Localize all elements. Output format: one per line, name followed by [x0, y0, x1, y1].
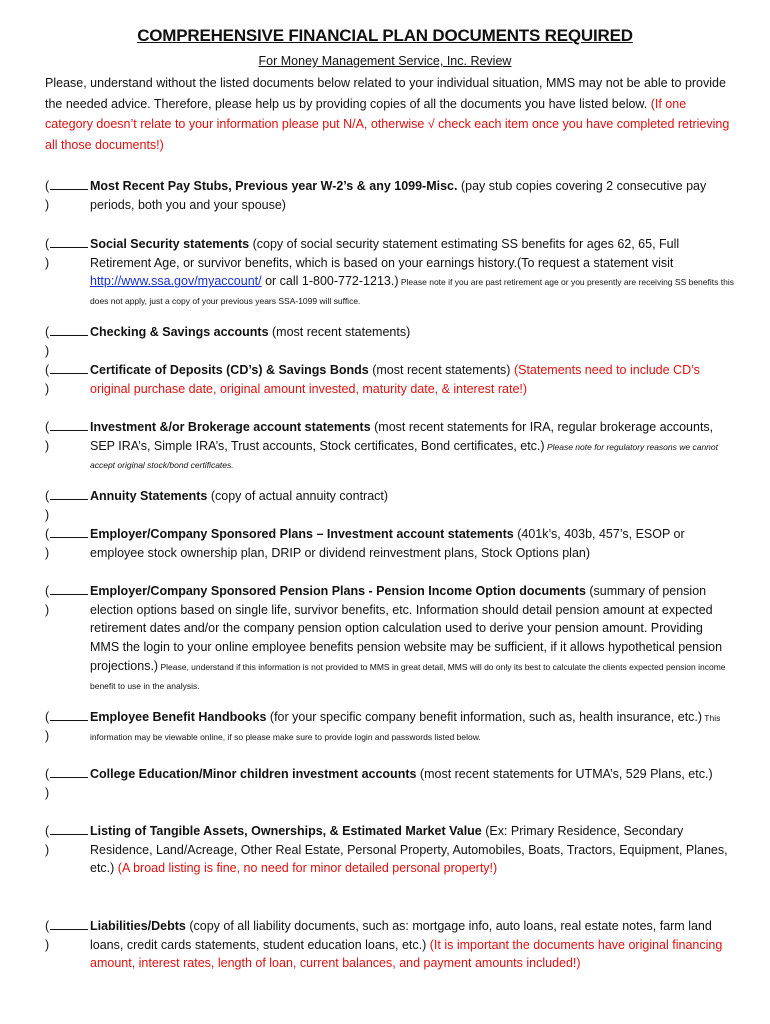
item-description: (most recent statements for IRA, regular brokerage accounts, SEP IRA’s, Simple IRA’s, Trust accounts, Stock certificates, Bond certificates, etc.): [90, 420, 714, 453]
item-label: Investment &/or Brokerage account statements: [90, 420, 371, 434]
item-description-cont: or call 1-800-772-1213.): [261, 274, 399, 289]
item-description: (copy of social security statement estimating SS benefits for ages 62, 65, Full Retirement Age, or survivor benefits, which is based on your earnings history.(To request a statement visit: [90, 237, 680, 270]
checkbox-blank[interactable]: [50, 419, 88, 431]
item-description: (copy of actual annuity contract): [207, 489, 389, 503]
checkbox-blank[interactable]: [50, 362, 88, 374]
checkbox-blank[interactable]: [50, 236, 88, 248]
checklist-item-cds-bonds: () Certificate of Deposits (CD’s) & Savings Bonds (most recent statements) (Statements need to include CD’s original purchase date, original amount invested, maturity date, & interest rate!): [45, 363, 700, 396]
item-label: Social Security statements: [90, 237, 250, 251]
checklist-item-college-education: () College Education/Minor children investment accounts (most recent statements for UTMA’s, 529 Plans, etc.): [45, 767, 713, 800]
item-description: (most recent statements): [368, 363, 514, 377]
item-label: Annuity Statements: [90, 489, 208, 503]
checkbox-blank[interactable]: [50, 823, 88, 835]
item-note: This information may be viewable online, if so please make sure to provide login and passwords listed below.: [90, 713, 721, 742]
checklist-item-checking-savings: () Checking & Savings accounts (most recent statements): [45, 325, 411, 358]
checklist-item-liabilities: () Liabilities/Debts (copy of all liability documents, such as: mortgage info, auto loans, real estate notes, farm land loans, credit cards statements, student education loans, etc.) (It is important the documents have original financing amount, interest rates, length of loan, current balances, and payment amounts included!): [45, 919, 723, 971]
checklist-item-pension-plans: () Employer/Company Sponsored Pension Plans - Pension Income Option documents (summary of pension election options based on single life, survivor benefits, etc. Information should detail pension amount at expected retirement dates and/or the company pension option calculation used to derive your pension amount. Providing MMS the login to your online employee benefits pension website may be sufficient, if it allows hypothetical pension projections.) Please, understand if this information is not provided to MMS in great detail, MMS will do only its best to calculate the clients expected pension income benefit to use in the analysis.: [45, 584, 726, 691]
ssa-link[interactable]: http://www.ssa.gov/myaccount/: [90, 274, 262, 289]
checklist-item-tangible-assets: () Listing of Tangible Assets, Ownerships, & Estimated Market Value (Ex: Primary Residence, Secondary Residence, Land/Acreage, Other Real Estate, Personal Property, Automobiles, Boats, Tractors, Equipment, Planes, etc.) (A broad listing is fine, no need for minor detailed personal property!): [45, 824, 728, 876]
item-note: Please, understand if this information is not provided to MMS in great detail, MMS will do only its best to calculate the clients expected pension income benefit to use in the analysis.: [90, 661, 726, 691]
intro-paragraph: [45, 73, 735, 155]
item-description: (for your specific company benefit information, such as, health insurance, etc.): [266, 710, 703, 724]
page-title: COMPREHENSIVE FINANCIAL PLAN DOCUMENTS REQUIRED: [137, 26, 633, 45]
checklist-item-benefit-handbooks: () Employee Benefit Handbooks (for your specific company benefit information, such as, health insurance, etc.) This information may be viewable online, if so please make sure to provide login and passwords listed below.: [45, 710, 721, 743]
checkbox-blank[interactable]: [50, 526, 88, 538]
item-description: (most recent statements for UTMA’s, 529 Plans, etc.): [416, 767, 713, 781]
item-label: Employee Benefit Handbooks: [90, 710, 267, 724]
checklist-item-employer-investment-plans: () Employer/Company Sponsored Plans – Investment account statements (401k’s, 403b, 457’s, ESOP or employee stock ownership plan, DRIP or dividend reinvestment plans, Stock Options plan): [45, 527, 685, 560]
item-red-note: (A broad listing is fine, no need for minor detailed personal property!): [117, 861, 498, 876]
checkbox-blank[interactable]: [50, 918, 88, 930]
item-label: Liabilities/Debts: [90, 919, 186, 933]
item-description: (401k’s, 403b, 457’s, ESOP or employee stock ownership plan, DRIP or dividend reinvestment plans, Stock Options plan): [90, 527, 685, 560]
item-note: Please note for regulatory reasons we cannot accept original stock/bond certificates.: [90, 441, 718, 471]
item-red-note: (It is important the documents have original financing amount, interest rates, length of loan, current balances, and payment amounts included!): [90, 937, 723, 971]
page-subtitle: For Money Management Service, Inc. Review: [258, 54, 512, 68]
intro-red-note: (If one category doesn’t relate to your information please put N/A, otherwise √ check each item once you have completed retrieving all those documents!): [45, 96, 730, 152]
checklist-item-investment-brokerage: () Investment &/or Brokerage account statements (most recent statements for IRA, regular brokerage accounts, SEP IRA’s, Simple IRA’s, Trust accounts, Stock certificates, Bond certificates, etc.) Please note for regulatory reasons we cannot accept original stock/bond certificates.: [45, 420, 718, 471]
item-label: Checking & Savings accounts: [90, 325, 269, 339]
item-label: Employer/Company Sponsored Plans – Investment account statements: [90, 527, 514, 541]
item-description: (pay stub copies covering 2 consecutive pay periods, both you and your spouse): [90, 179, 707, 212]
item-description: (summary of pension election options based on single life, survivor benefits, etc. Information should detail pension amount at expected retirement dates and/or the company pension option calculation used to derive your pension amount. Providing MMS the login to your online employee benefits pension website may be sufficient, if it allows hypothetical pension projections.): [90, 584, 723, 673]
checkbox-blank[interactable]: [50, 488, 88, 500]
item-label: Most Recent Pay Stubs, Previous year W-2’s & any 1099-Misc.: [90, 179, 458, 193]
item-note: Please note if you are past retirement age or you presently are receiving SS benefits this does not apply, just a copy of your previous years SSA-1099 will suffice.: [90, 277, 734, 307]
item-label: College Education/Minor children investment accounts: [90, 767, 417, 781]
intro-text: Please, understand without the listed documents below related to your individual situation, MMS may not be able to provide the needed advice. Therefore, please help us by providing copies of all the documents you have listed below.: [45, 76, 726, 111]
item-label: Certificate of Deposits (CD’s) & Savings Bonds: [90, 363, 369, 377]
item-description: (Ex: Primary Residence, Secondary Residence, Land/Acreage, Other Real Estate, Personal Property, Automobiles, Boats, Tractors, Equipment, Planes, etc.): [90, 824, 728, 876]
item-description: (most recent statements): [268, 325, 411, 339]
item-red-note: (Statements need to include CD’s original purchase date, original amount invested, maturity date, & interest rate!): [90, 363, 700, 396]
checkbox-blank[interactable]: [50, 766, 88, 778]
checkbox-blank[interactable]: [50, 583, 88, 595]
checklist-item-social-security: () Social Security statements (copy of social security statement estimating SS benefits for ages 62, 65, Full Retirement Age, or survivor benefits, which is based on your earnings history.(To request a statement visit http://www.ssa.gov/myaccount/ or call 1-800-772-1213.) Please note if you are past retirement age or you presently are receiving SS benefits this does not apply, just a copy of your previous years SSA-1099 will suffice.: [45, 237, 734, 307]
checkbox-blank[interactable]: [50, 324, 88, 336]
item-description: (copy of all liability documents, such as: mortgage info, auto loans, real estate notes, farm land loans, credit cards statements, student education loans, etc.): [90, 919, 712, 952]
checkbox-blank[interactable]: [50, 709, 88, 721]
item-label: Employer/Company Sponsored Pension Plans - Pension Income Option documents: [90, 584, 586, 598]
item-label: Listing of Tangible Assets, Ownerships, & Estimated Market Value: [90, 824, 482, 838]
checkbox-blank[interactable]: [50, 178, 88, 190]
checklist-item-pay-stubs: () Most Recent Pay Stubs, Previous year W-2’s & any 1099-Misc. (pay stub copies covering 2 consecutive pay periods, both you and your spouse): [45, 179, 707, 212]
checklist-item-annuity: () Annuity Statements (copy of actual annuity contract): [45, 489, 389, 522]
